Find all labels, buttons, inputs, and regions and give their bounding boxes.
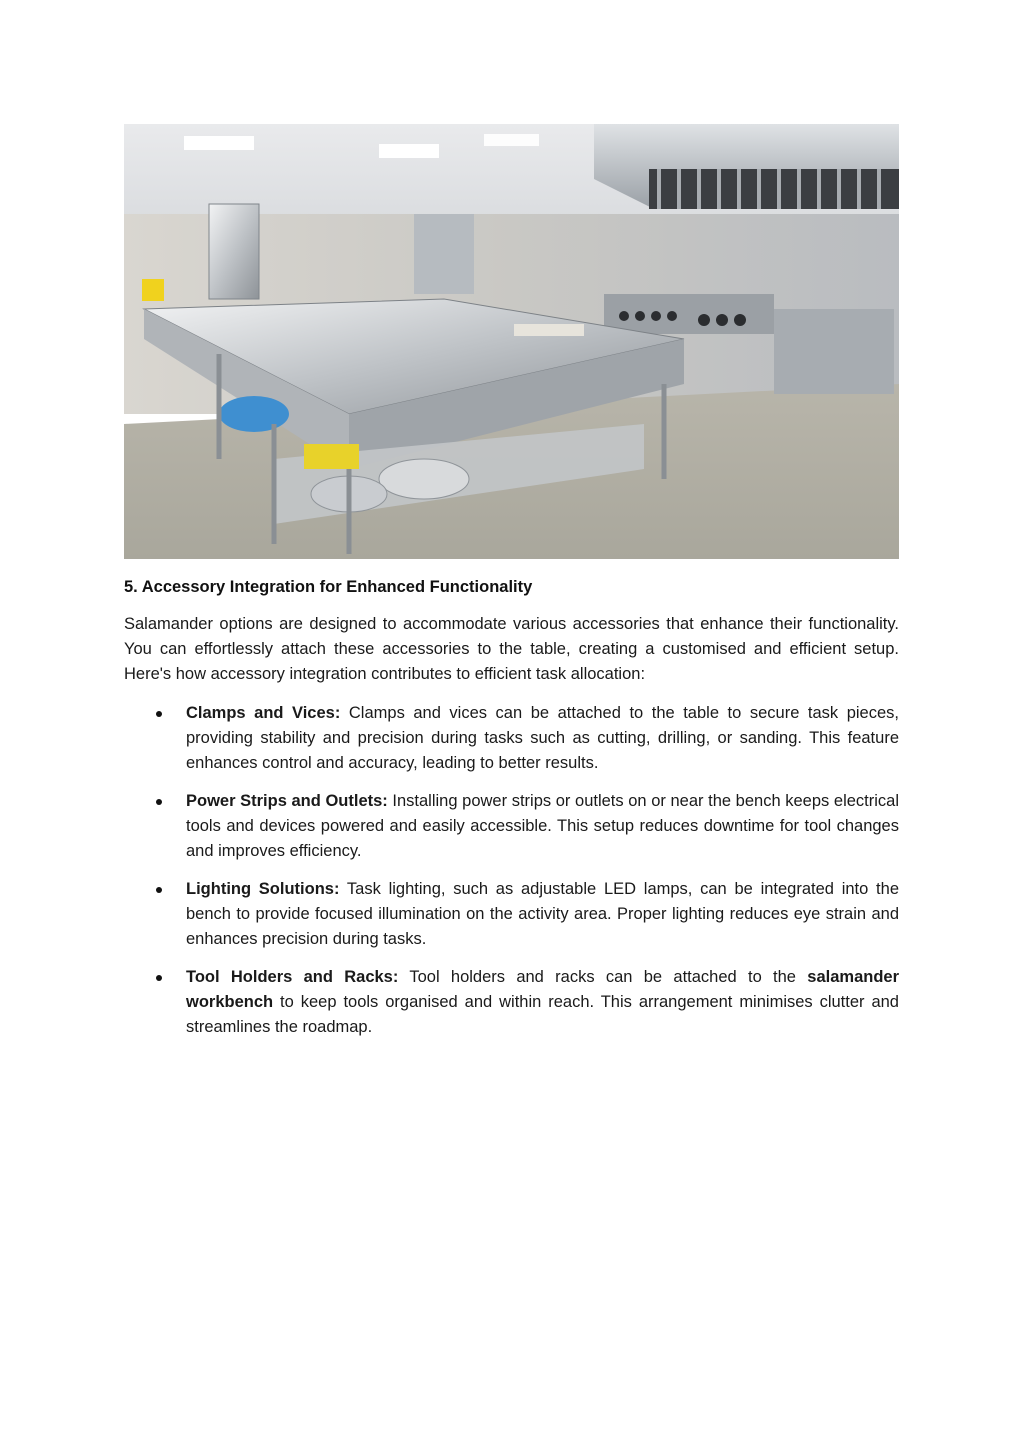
bullet-icon bbox=[156, 711, 162, 717]
bullet-icon bbox=[156, 975, 162, 981]
item-text: Tool holders and racks can be attached to the bbox=[398, 968, 808, 986]
accessory-list bbox=[124, 701, 899, 1040]
list-item bbox=[124, 701, 899, 776]
list-item bbox=[124, 789, 899, 864]
item-title: Power Strips and Outlets: bbox=[186, 792, 388, 810]
section-heading: 5. Accessory Integration for Enhanced Functionality bbox=[124, 578, 533, 596]
item-text-end: to keep tools organised and within reach. This arrangement minimises clutter and streamlines the roadmap. bbox=[186, 993, 899, 1036]
item-title: Tool Holders and Racks: bbox=[186, 968, 399, 986]
item-text: Task lighting, such as adjustable LED lamps, can be integrated into the bench to provide focused illumination on the activity area. Proper lighting reduces eye strain and enhances precision during tasks. bbox=[186, 880, 899, 948]
bullet-icon bbox=[156, 799, 162, 805]
item-text: Clamps and vices can be attached to the table to secure task pieces, providing stability and precision during tasks such as cutting, drilling, or sanding. This feature enhances control and accuracy, leading to better results. bbox=[186, 704, 899, 772]
kitchen-photo bbox=[124, 124, 899, 559]
item-title: Lighting Solutions: bbox=[186, 880, 340, 898]
item-bold-term: salamander workbench bbox=[186, 968, 899, 1011]
intro-paragraph: Salamander options are designed to accommodate various accessories that enhance their functionality. You can effortlessly attach these accessories to the table, creating a customised and efficient setup. Here's how accessory integration contributes to efficient task allocation: bbox=[124, 615, 899, 683]
list-item bbox=[124, 877, 899, 952]
bullet-icon bbox=[156, 887, 162, 893]
item-text: Installing power strips or outlets on or near the bench keeps electrical tools and devices powered and easily accessible. This setup reduces downtime for tool changes and improves efficiency. bbox=[186, 792, 900, 860]
item-title: Clamps and Vices: bbox=[186, 704, 341, 722]
document-page bbox=[124, 124, 899, 1053]
list-item bbox=[124, 965, 899, 1040]
